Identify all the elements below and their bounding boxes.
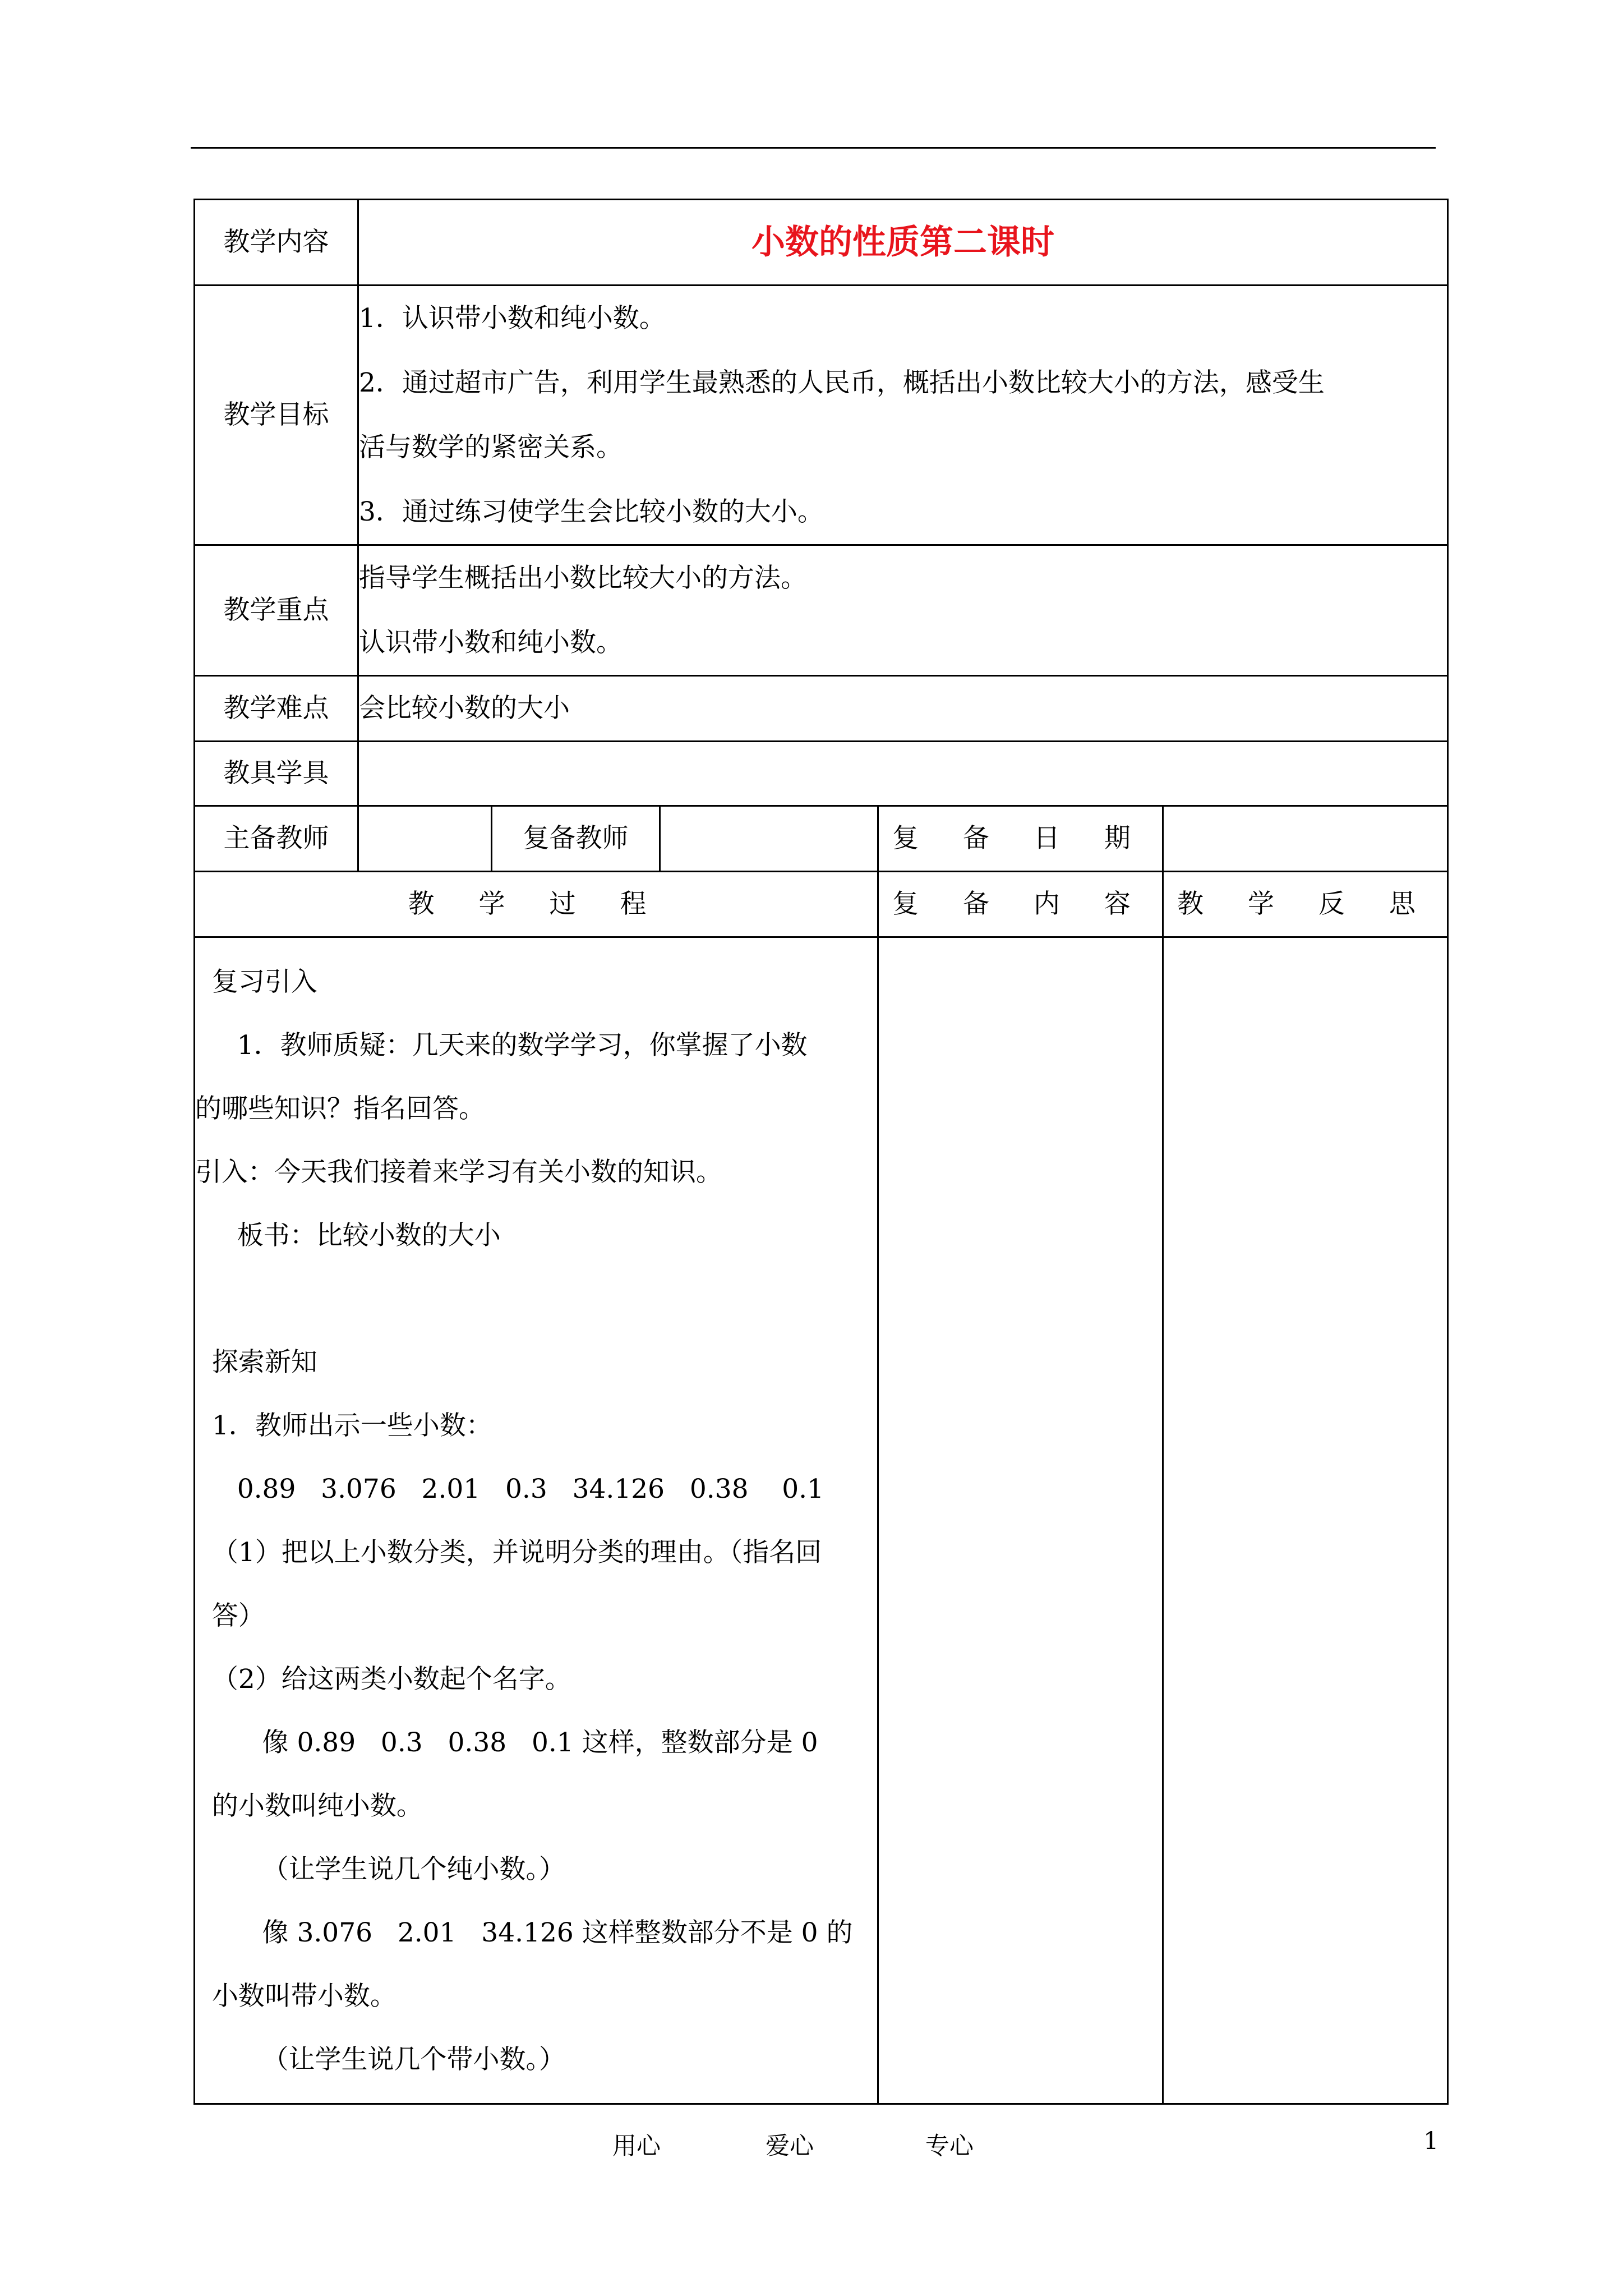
row-process <box>195 937 1448 2104</box>
header-review-content: 复 备 内 容 <box>878 872 1163 937</box>
reflection-cell <box>1163 937 1448 2104</box>
process-line: 探索新知 <box>195 1346 317 1378</box>
label-review-date: 复 备 日 期 <box>878 806 1163 872</box>
process-line: 0.89 3.076 2.01 0.3 34.126 0.38 0.1 <box>195 1473 824 1504</box>
label-goals: 教学目标 <box>195 286 358 545</box>
focus-line: 指导学生概括出小数比较大小的方法。 <box>359 563 807 593</box>
review-content-cell <box>878 937 1163 2104</box>
page-number: 1 <box>1423 2127 1439 2155</box>
process-line: 的哪些知识？指名回答。 <box>195 1093 485 1124</box>
row-content <box>195 200 1448 286</box>
header-rule <box>191 147 1436 149</box>
goal-line: 1．认识带小数和纯小数。 <box>359 303 666 334</box>
footer-motto-3: 专心 <box>925 2132 974 2160</box>
focus-cell <box>358 545 1448 676</box>
label-lead-teacher: 主备教师 <box>195 806 358 872</box>
process-line: 引入：今天我们接着来学习有关小数的知识。 <box>195 1156 722 1188</box>
process-line: 答） <box>195 1600 265 1631</box>
lead-teacher-value <box>358 806 492 872</box>
lesson-title: 小数的性质第二课时 <box>358 200 1448 286</box>
review-date-value <box>1163 806 1448 872</box>
blank-line <box>195 1267 877 1331</box>
goal-line: 2．通过超市广告，利用学生最熟悉的人民币，概括出小数比较大小的方法，感受生 <box>359 367 1325 398</box>
process-line: （1）把以上小数分类，并说明分类的理由。（指名回 <box>195 1536 822 1568</box>
row-section-headers <box>195 872 1448 937</box>
header-reflection: 教 学 反 思 <box>1163 872 1448 937</box>
goals-cell <box>358 286 1448 545</box>
process-line: 小数叫带小数。 <box>195 1980 396 2012</box>
process-line: （2）给这两类小数起个名字。 <box>195 1663 571 1695</box>
process-cell <box>195 937 878 2104</box>
difficulty-cell: 会比较小数的大小 <box>358 676 1448 742</box>
label-difficulty: 教学难点 <box>195 676 358 742</box>
process-line: （让学生说几个纯小数。） <box>195 1853 566 1885</box>
process-line: 像 3.076 2.01 34.126 这样整数部分不是 0 的 <box>195 1917 853 1948</box>
tools-cell <box>358 742 1448 806</box>
row-difficulty <box>195 676 1448 742</box>
process-line: 板书：比较小数的大小 <box>195 1220 501 1251</box>
footer-motto-2: 爱心 <box>766 2132 814 2160</box>
lesson-plan-table <box>193 199 1449 2105</box>
review-teacher-value <box>660 806 878 872</box>
goal-line: 3．通过练习使学生会比较小数的大小。 <box>359 496 824 527</box>
label-content: 教学内容 <box>195 200 358 286</box>
row-teachers <box>195 806 1448 872</box>
process-line: 复习引入 <box>195 966 317 997</box>
label-review-teacher: 复备教师 <box>492 806 660 872</box>
process-line: 的小数叫纯小数。 <box>195 1790 423 1821</box>
row-goals <box>195 286 1448 545</box>
process-line: 1．教师质疑：几天来的数学学习，你掌握了小数 <box>195 1029 808 1061</box>
process-line: 1．教师出示一些小数： <box>195 1410 492 1441</box>
goal-line: 活与数学的紧密关系。 <box>359 432 623 463</box>
header-process: 教 学 过 程 <box>195 872 878 937</box>
process-line: （让学生说几个带小数。） <box>195 2044 566 2075</box>
footer-motto-1: 用心 <box>612 2132 661 2160</box>
label-focus: 教学重点 <box>195 545 358 676</box>
label-tools: 教具学具 <box>195 742 358 806</box>
row-focus <box>195 545 1448 676</box>
focus-line: 认识带小数和纯小数。 <box>359 627 623 658</box>
process-line: 像 0.89 0.3 0.38 0.1 这样，整数部分是 0 <box>195 1727 818 1758</box>
row-tools <box>195 742 1448 806</box>
